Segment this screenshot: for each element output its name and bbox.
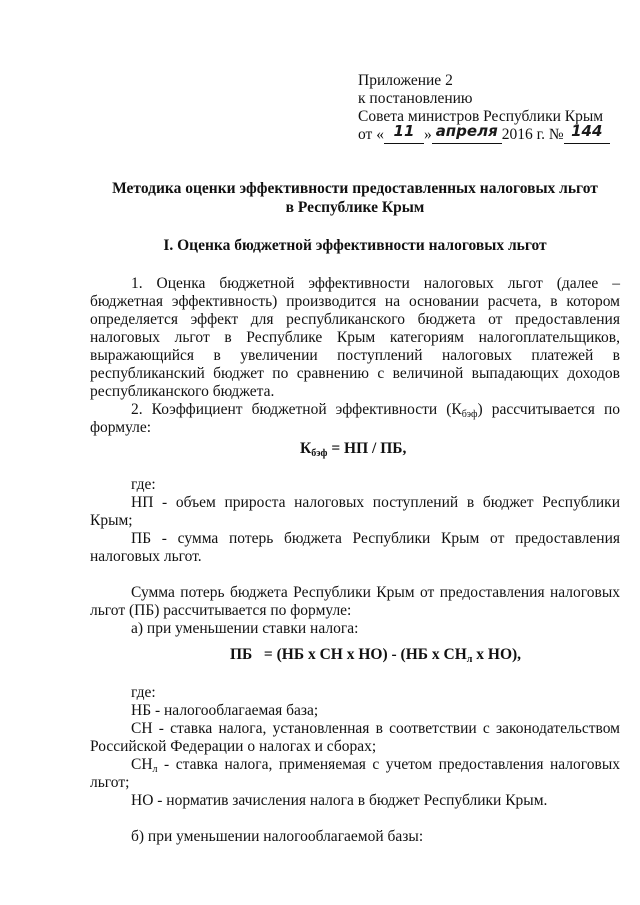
- document-title-line-1: Методика оценки эффективности предоставленных налоговых льгот: [112, 180, 598, 197]
- annex-date-prefix: от «: [358, 126, 384, 143]
- paragraph-1-line-3: определяется эффект для республиканского бюджета от предоставления: [90, 311, 620, 328]
- annex-line-2: к постановлению: [358, 90, 473, 107]
- annex-number: 144: [571, 122, 603, 140]
- annex-month: апреля: [435, 122, 498, 140]
- annex-day-field: [384, 122, 424, 144]
- snl-definition-line-1: $СН_л$ - ставка налога, применяемая с учетом предоставления налоговых: [131, 756, 620, 775]
- k-bef-subscript: бэф: [461, 409, 478, 420]
- document-title-line-2: в Республике Крым: [285, 199, 425, 216]
- sn-definition-line-1: СН - ставка налога, установленная в соответствии с законодательством: [131, 720, 620, 737]
- pb-definition-line-2: налоговых льгот.: [90, 548, 202, 565]
- np-definition-line-2: Крым;: [90, 512, 133, 529]
- paragraph-2-line-2: формуле:: [90, 419, 152, 436]
- np-definition-line-1: НП - объем прироста налоговых поступлений в бюджет Республики: [131, 494, 620, 511]
- item-b: б) при уменьшении налогооблагаемой базы:: [131, 828, 424, 845]
- where-label-2: где:: [131, 684, 156, 701]
- section-heading: I. Оценка бюджетной эффективности налоговых льгот: [163, 237, 547, 254]
- sn-definition-line-2: Российской Федерации о налогах и сборах;: [90, 738, 377, 755]
- paragraph-1-line-2: бюджетная эффективность) производится на основании расчета, в котором: [90, 293, 620, 310]
- loss-intro-line-3: а) при уменьшении ставки налога:: [131, 620, 359, 637]
- nb-definition: НБ - налогооблагаемая база;: [131, 702, 319, 719]
- where-label-1: где:: [131, 476, 156, 493]
- annex-year: 2016 г. №: [501, 126, 564, 143]
- paragraph-1-line-5: выражающийся в увеличении поступлений налоговых платежей в: [90, 347, 620, 364]
- annex-month-field: [432, 122, 502, 144]
- paragraph-1-line-1: 1. Оценка бюджетной эффективности налоговых льгот (далее –: [131, 275, 620, 292]
- annex-line-3: Совета министров Республики Крым: [358, 108, 604, 125]
- annex-date-line: [358, 122, 610, 144]
- no-definition: НО - норматив зачисления налога в бюджет Республики Крым.: [131, 792, 548, 809]
- annex-number-field: [564, 122, 610, 144]
- loss-intro-line-2: льгот (ПБ) рассчитывается по формуле:: [90, 602, 352, 619]
- formula-k-bef: $К_{бэф}$ = НП / ПБ,: [300, 440, 407, 459]
- paragraph-1-line-7: республиканского бюджета.: [90, 383, 275, 400]
- loss-intro-line-1: Сумма потерь бюджета Республики Крым от предоставления налоговых: [131, 584, 620, 601]
- annex-date-mid: »: [423, 126, 432, 143]
- formula-pb: ПБ = (НБ х СН х НО) - (НБ х $СН_л$ х НО),: [230, 646, 522, 665]
- paragraph-1-line-4: налоговых льгот в Республике Крым категориям налогоплательщиков,: [90, 329, 620, 346]
- paragraph-2-line-1: 2. Коэффициент бюджетной эффективности $(К_{бэф})$ рассчитывается по: [131, 401, 620, 420]
- annex-line-1: Приложение 2: [358, 72, 453, 89]
- snl-definition-line-2: льгот;: [90, 774, 130, 791]
- pb-definition-line-1: ПБ - сумма потерь бюджета Республики Крым от предоставления: [131, 530, 620, 547]
- annex-day: 11: [393, 122, 415, 140]
- paragraph-1-line-6: республиканский бюджет по сравнению с величиной выпадающих доходов: [90, 365, 620, 382]
